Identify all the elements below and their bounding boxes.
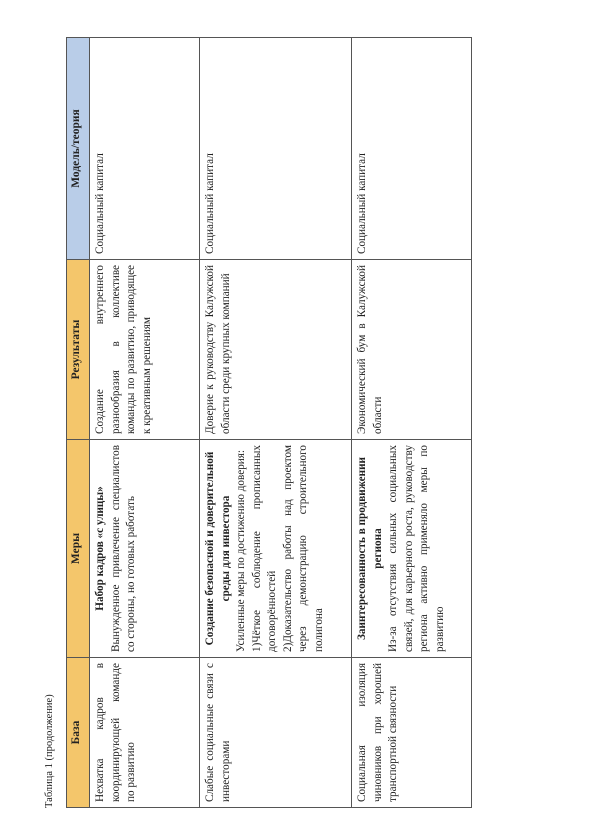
cell-results: Экономический бум в Калужской области [352,260,472,440]
cell-results: Доверие к руководству Калужской области среди крупных компаний [200,260,352,440]
cell-model: Социальный капитал [200,38,352,260]
cell-model: Социальный капитал [90,38,200,260]
table-header-row [67,38,90,808]
table-row [352,38,472,808]
column-header-model: Модель/теория [67,38,90,260]
cell-measures [90,440,200,658]
table-row [90,38,200,808]
rotated-page [40,38,476,808]
table-caption: Таблица 1 (продолжение) [44,694,55,808]
measures-item: 2)Доказательство работы над проектом через демонстрацию строительного полигона [281,445,325,652]
column-header-results: Результаты [67,260,90,440]
measures-title: Набор кадров «с улицы» [94,486,106,611]
cell-measures [352,440,472,658]
cell-model: Социальный капитал [352,38,472,260]
cell-measures [200,440,352,658]
measures-text: Вынужденное привлечение специалистов со стороны, но готовых работать [109,445,137,652]
cell-base: Социальная изоляция чиновников при хорошей транспортной связности [352,658,472,808]
measures-text: Из-за отсутствия сильных социальных связей, для карьерного роста, руководству региона активно применяло меры по развитию [387,445,446,652]
column-header-base: База [67,658,90,808]
table-row [200,38,352,808]
cell-results: Создание внутреннего разнообразия в коллективе команды по развитию, приводящее к креативным решениям [90,260,200,440]
cell-base: Слабые социальные связи с инвесторами [200,658,352,808]
data-table [66,37,472,808]
cell-base: Нехватка кадров в координирующей команде по развитию [90,658,200,808]
measures-title: Создание безопасной и доверительной среды для инвестора [204,451,232,646]
measures-intro: Усиленные меры по достижению доверия: [235,449,247,652]
measures-item: 1)Чёткое соблюдение прописанных договорённостей [250,445,278,652]
measures-title: Заинтересованность в продвижении региона [356,457,384,640]
column-header-measures: Меры [67,440,90,658]
